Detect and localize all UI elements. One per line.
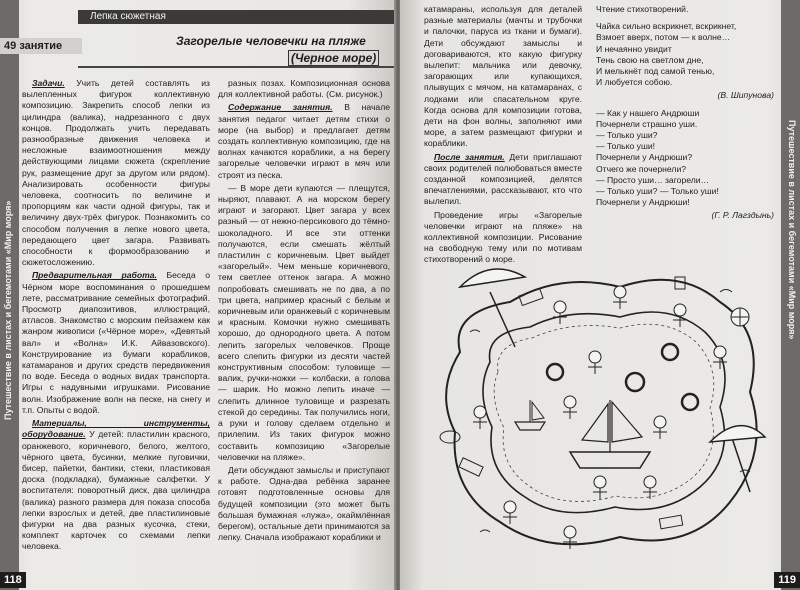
poem-line: Чайка сильно вскрикнет, вскрикнет, (596, 21, 737, 32)
right-sidebar (781, 0, 800, 590)
poem-line: Отчего же почернели? (596, 163, 687, 174)
paragraph: — В море дети купаются — плещутся, ныряют, плавают. А на морском берегу играют и загорают. Цвет загара у всех разный — от нежно-персикового до тёмно-шоколадного. И все эти оттенки получаются, если смешать жёлтый пластилин с коричневым. Цвет выйдет «загорелый». Чем меньше коричневого, тем светлее оттенок загара. А можно попробовать смешивать не по два, а по три цвета, например красный с белым и коричневым или оранжевый с коричневым и красным. Комочки нужно смешивать хорошо, до однородного цвета. А потом лепить загорелых человечков. Проще всего слепить фигурки из десяти частей конструктивным способом: туловище — валик, ручки-ножки — колбаски, а голова — шарик. Но можно лепить иначе — слепить длинное туловище и разрезать стекой до середины. Так получились ноги, а руки и голову сделаем отдельно и прилепим. Из таких фигурок можно составить композицию «Загорелые человечки на пляже». (218, 182, 390, 462)
poem-line: И мелькнёт под самой тенью, (596, 66, 715, 77)
poem-1 (596, 21, 774, 88)
poem-line: И любуется собою. (596, 77, 673, 88)
poem-1-author: (В. Шипунова) (717, 90, 774, 101)
paragraph: разных позах. Композиционная основа для коллективной работы. (См. рисунок.) (218, 78, 390, 100)
right-column-2 (596, 4, 774, 228)
poem-line: И нечаянно увидит (596, 43, 672, 54)
poem-line: Почернели у Андрюши! (596, 197, 690, 208)
left-column-1 (22, 78, 210, 555)
left-sidebar (0, 0, 19, 590)
paragraph: Предварительная работа. Беседа о Чёрном море воспоминания о прошедшем лете, рассматривание семейных фотографий. Просмотр диапозитивов, иллюстраций, атласов. Знакомство с морским пейзажем как жанром живописи («Чёрное море», «Девятый вал» и «Волна» И.К. Айвазовского). Конструирование из бумаги корабликов, катамаранов и других средств передвижения по воде. Беседа о водных видах транспорта. Игры с надувными игрушками. Рисование волн. Изображение волн на песке, на снегу и т.п. Опыты с водой. (22, 270, 210, 415)
poem-line: — Только уши? (596, 130, 658, 141)
paragraph: катамараны, используя для деталей разные материалы (мачты и трубочки и палочки, паруса из ткани и бумаги). Дети обсуждают замыслы и договариваются, кто какую фигурку вылепит: мальчика или девочку, загорающих или купающихся, плывущих с мячом, на катамаранах, с лодками или спасательном круге. Когда основа для композиции готова, дети на фон волны, заполняют ими море, а затем размещают фигурки и кораблики. (424, 4, 582, 149)
right-column-1 (424, 4, 582, 268)
lesson-word: занятие (19, 40, 63, 52)
left-column-2 (218, 78, 390, 545)
paragraph: Содержание занятия. В начале занятия педагог читает детям стихи о море (на выбор) и предлагает детям создать коллективную композицию, где на волнах качаются кораблики, а на берегу загорелые человечки играют в мяч или строят из песка. (218, 102, 391, 180)
lesson-title: Загорелые человечки на пляже (176, 34, 366, 48)
lesson-number-box (0, 38, 82, 54)
poem-line: Почернели у Андрюши? (596, 152, 693, 163)
lesson-number: 49 (4, 40, 17, 52)
paragraph: Проведение игры «Загорелые человечки играют на пляже» на коллективной композиции. Рисование на свободную тему или по мотивам стихотворений о море. (424, 209, 582, 265)
lesson-subtitle: (Черное море) (288, 50, 379, 66)
paragraph: Задачи. Учить детей составлять из вылепленных фигурок коллективную композицию. Закрепить способ лепки из цилиндра (валика), надрезанного с двух концов. Продолжать учить передавать разнообразные движения человека и несложные взаимоотношения между действующими лицами сюжета (скрепление рук, размещение друг за другом или рядом). Анализировать особенности фигуры человека, соотносить по величине и пропорциям как части одной фигуры, так и величину двух-трёх фигурок. Познакомить со способом получения в лепке нового цвета, передающего цвет загара. Развивать способности к формообразованию и сюжетосложению. (22, 78, 210, 268)
poem-line: — Только уши? — Только уши! (596, 186, 719, 197)
topic-bar: Лепка сюжетная (78, 10, 396, 24)
poem-line: Взмоет вверх, потом — к волне… (596, 32, 731, 43)
poem-2-author: (Г. Р. Лагздынь) (711, 210, 774, 221)
paragraph: Дети обсуждают замыслы и приступают к работе. Одна-два ребёнка заранее готовят подготовленные основы для будущей композиции (это может быть большая бумажная «лужа», окаймлённая берегом), остальные дети принимаются за лепку. Сначала изображают кораблики и (218, 464, 390, 543)
left-page (0, 0, 396, 590)
paragraph: После занятия. Дети приглашают своих родителей полюбоваться вместе созданной композицией, делятся впечатлениями, рассказывают, кто что вылепил. (424, 151, 583, 207)
poem-line: — Просто уши… загорели… (596, 174, 710, 185)
poem-line: Почернели страшно уши. (596, 118, 698, 129)
beach-illustration (420, 232, 776, 562)
right-side-text: Путешествие в листах и бегемотами «Мир моря» (787, 120, 797, 340)
poem-line: — Только уши! (596, 141, 656, 152)
right-page (400, 0, 800, 590)
poem-2 (596, 108, 774, 209)
left-side-text: Путешествие в листах и бегемотами «Мир моря» (3, 200, 13, 420)
title-rule (78, 66, 394, 68)
right-page-number: 119 (774, 572, 800, 588)
poem-line: Тень свою на светлом дне, (596, 54, 704, 65)
left-page-number: 118 (0, 572, 26, 588)
poem-line: — Как у нашего Андрюши (596, 107, 700, 118)
paragraph: Материалы, инструменты, оборудование. У детей: пластилин красного, оранжевого, коричневого, белого, желтого, чёрного цвета, бусинки, мелкие пуговички, бисер, пайетки, бантики, стеки, пластиковая доска (подкладка), бумажные салфетки. У воспитателя: поворотный диск, два цилиндра (валика) разного размера для показа способа лепки взрослых и детей, две пластилиновые фигурки на два разных кусочка, стеки, комплект карточек со схемами лепки человека. (22, 418, 211, 552)
poems-intro: Чтение стихотворений. (596, 4, 689, 14)
